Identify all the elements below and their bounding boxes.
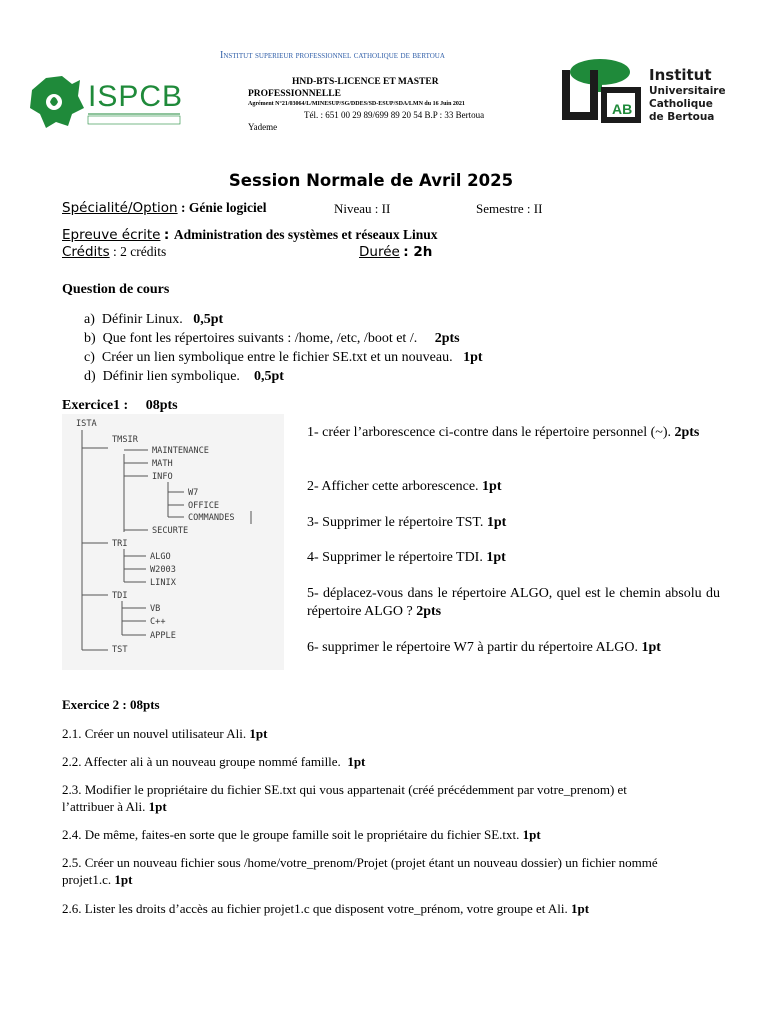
ex1-item-4 [307, 549, 720, 567]
tree-label: ISTA [76, 419, 97, 429]
ex2-item-text: 2.4. De même, faites-en sorte que le groupe famille soit le propriétaire du fichier SE.txt. [62, 827, 520, 842]
ex2-item-text: 2.2. Affecter ali à un nouveau groupe nommé famille. [62, 754, 341, 769]
ex2-item-points: 1pt [347, 754, 366, 769]
header-line2: PROFESSIONNELLE [248, 89, 341, 99]
ex1-item-text: 5- déplacez-vous dans le répertoire ALGO, quel est le chemin absolu du répertoire ALGO ? [307, 586, 720, 619]
tree-label: TRI [112, 539, 128, 549]
tree-label: OFFICE [188, 501, 220, 511]
tree-label: C++ [150, 617, 166, 627]
semestre: Semestre : II [476, 201, 543, 216]
header-line1: HND-BTS-LICENCE ET MASTER [292, 77, 439, 87]
header-tel: Tél. : 651 00 29 89/699 89 20 54 B.P : 33 Bertoua [304, 110, 485, 120]
duree-label: Durée [359, 244, 400, 260]
svg-text:AB: AB [612, 101, 633, 117]
ispcb-logo [28, 70, 188, 132]
tree-label: ALGO [150, 552, 171, 562]
cours-item-points: 1pt [463, 350, 483, 365]
tree-label: TMSIR [112, 435, 138, 445]
credits-line: Crédits : 2 crédits [62, 244, 167, 260]
ex2-item-4 [62, 826, 682, 843]
ex2-item-text: 2.3. Modifier le propriétaire du fichier SE.txt qui vous appartenait (créé précédemment par votre_prenom) et l’attribuer à Ali. [62, 782, 627, 814]
tree-label: MAINTENANCE [152, 446, 209, 456]
cours-item-b [84, 329, 460, 348]
epreuve-value: Administration des systèmes et réseaux Linux [173, 227, 438, 242]
header-city: Yademe [248, 122, 278, 132]
ex2-item-points: 1pt [249, 726, 268, 741]
cours-item-c [84, 348, 483, 367]
ex2-item-points: 1pt [114, 872, 133, 887]
ex2-item-points: 1pt [148, 799, 167, 814]
epreuve-line: Epreuve écrite : Administration des systèmes et réseaux Linux [62, 227, 438, 243]
specialite-line: Spécialité/Option : Génie logiciel [62, 200, 267, 216]
credits-value: 2 crédits [120, 244, 167, 259]
ex2-item-text: 2.1. Créer un nouvel utilisateur Ali. [62, 726, 247, 741]
ex1-item-text: 4- Supprimer le répertoire TDI. [307, 550, 483, 565]
ex1-item-1 [307, 424, 720, 442]
ex1-item-3 [307, 514, 720, 532]
tree-label: W7 [188, 488, 199, 498]
ucab-line-4: de Bertoua [649, 111, 715, 123]
tree-label: COMMANDES [188, 513, 235, 523]
cours-item-points: 0,5pt [253, 369, 284, 384]
epreuve-label: Epreuve écrite [62, 227, 161, 243]
cours-item-marker: d) [84, 369, 96, 384]
ucab-line-2: Universitaire [649, 85, 725, 97]
ex2-title: Exercice 2 : 08pts [62, 697, 160, 712]
ex1-item-text: 2- Afficher cette arborescence. [307, 479, 479, 494]
cours-item-marker: a) [84, 312, 95, 327]
directory-tree-image [62, 414, 284, 670]
institute-title: Institut superieur professionnel catholique de bertoua [220, 50, 445, 61]
cours-item-text: Définir Linux. [101, 312, 183, 327]
cours-item-text: Définir lien symbolique. [102, 369, 240, 384]
cours-item-marker: b) [84, 331, 96, 346]
ex2-item-points: 1pt [522, 827, 541, 842]
duree-value: 2h [413, 244, 433, 260]
tree-label: MATH [152, 459, 173, 469]
duree-line: Durée : 2h [359, 244, 433, 260]
cours-item-d [84, 367, 284, 386]
ex2-item-1 [62, 725, 682, 742]
ex1-points: 08pts [145, 398, 178, 413]
ex1-item-points: 1pt [486, 550, 506, 565]
ex1-item-points: 1pt [641, 640, 661, 655]
niveau: Niveau : II [334, 201, 391, 216]
ex2-item-3 [62, 781, 672, 815]
ex1-item-text: 1- créer l’arborescence ci-contre dans le répertoire personnel (~). [307, 425, 671, 440]
cours-item-a [84, 310, 223, 329]
header-agrement: Agrément N°21/03064/L/MINESUP/SG/DDES/SD-ESUP/SDA/LMN du 16 Juin 2021 [248, 101, 465, 107]
credits-label: Crédits [62, 244, 110, 260]
ucab-logo [560, 56, 725, 128]
tree-label: INFO [152, 472, 173, 482]
cours-item-points: 0,5pt [193, 312, 224, 327]
tree-label: LINIX [150, 578, 176, 588]
ex1-item-6 [307, 639, 720, 657]
ex2-item-text: 2.5. Créer un nouveau fichier sous /home/votre_prenom/Projet (projet étant un nouveau dossier) un fichier nommé projet1.c. [62, 855, 658, 887]
ex2-item-2 [62, 753, 682, 770]
tree-label: VB [150, 604, 161, 614]
ex2-item-6 [62, 900, 702, 917]
tree-label: TDI [112, 591, 128, 601]
ucab-line-3: Catholique [649, 98, 713, 110]
cours-item-points: 2pts [434, 331, 460, 346]
ex1-item-points: 2pts [674, 425, 700, 440]
tree-label: TST [112, 645, 128, 655]
ex1-title-text: Exercice1 : [62, 398, 129, 413]
ucab-line-1: Institut [649, 66, 712, 84]
ex2-item-points: 1pt [571, 901, 590, 916]
ex1-item-2 [307, 478, 720, 496]
cours-item-marker: c) [84, 350, 95, 365]
cours-item-text: Créer un lien symbolique entre le fichier SE.txt et un nouveau. [101, 350, 453, 365]
tree-label: APPLE [150, 631, 176, 641]
specialite-value: Génie logiciel [188, 200, 267, 215]
ex1-item-points: 2pts [416, 604, 442, 619]
ex1-item-points: 1pt [482, 479, 502, 494]
ex2-item-5 [62, 854, 662, 888]
cours-item-text: Que font les répertoires suivants : /home, /etc, /boot et /. [102, 331, 418, 346]
session-title: Session Normale de Avril 2025 [228, 171, 514, 190]
cours-title: Question de cours [62, 282, 170, 297]
ex1-item-points: 1pt [486, 515, 507, 530]
ex1-item-text: 6- supprimer le répertoire W7 à partir du répertoire ALGO. [307, 640, 638, 655]
ispcb-logo-text: ISPCB [88, 80, 184, 113]
tree-label: W2003 [150, 565, 176, 575]
ex1-title [62, 398, 178, 414]
specialite-label: Spécialité/Option [62, 200, 178, 216]
ex1-item-5 [307, 585, 720, 621]
ex2-item-text: 2.6. Lister les droits d’accès au fichier projet1.c que disposent votre_prénom, votre groupe et Ali. [62, 901, 568, 916]
ex1-item-text: 3- Supprimer le répertoire TST. [307, 515, 484, 530]
tree-label: SECURTE [152, 526, 189, 536]
